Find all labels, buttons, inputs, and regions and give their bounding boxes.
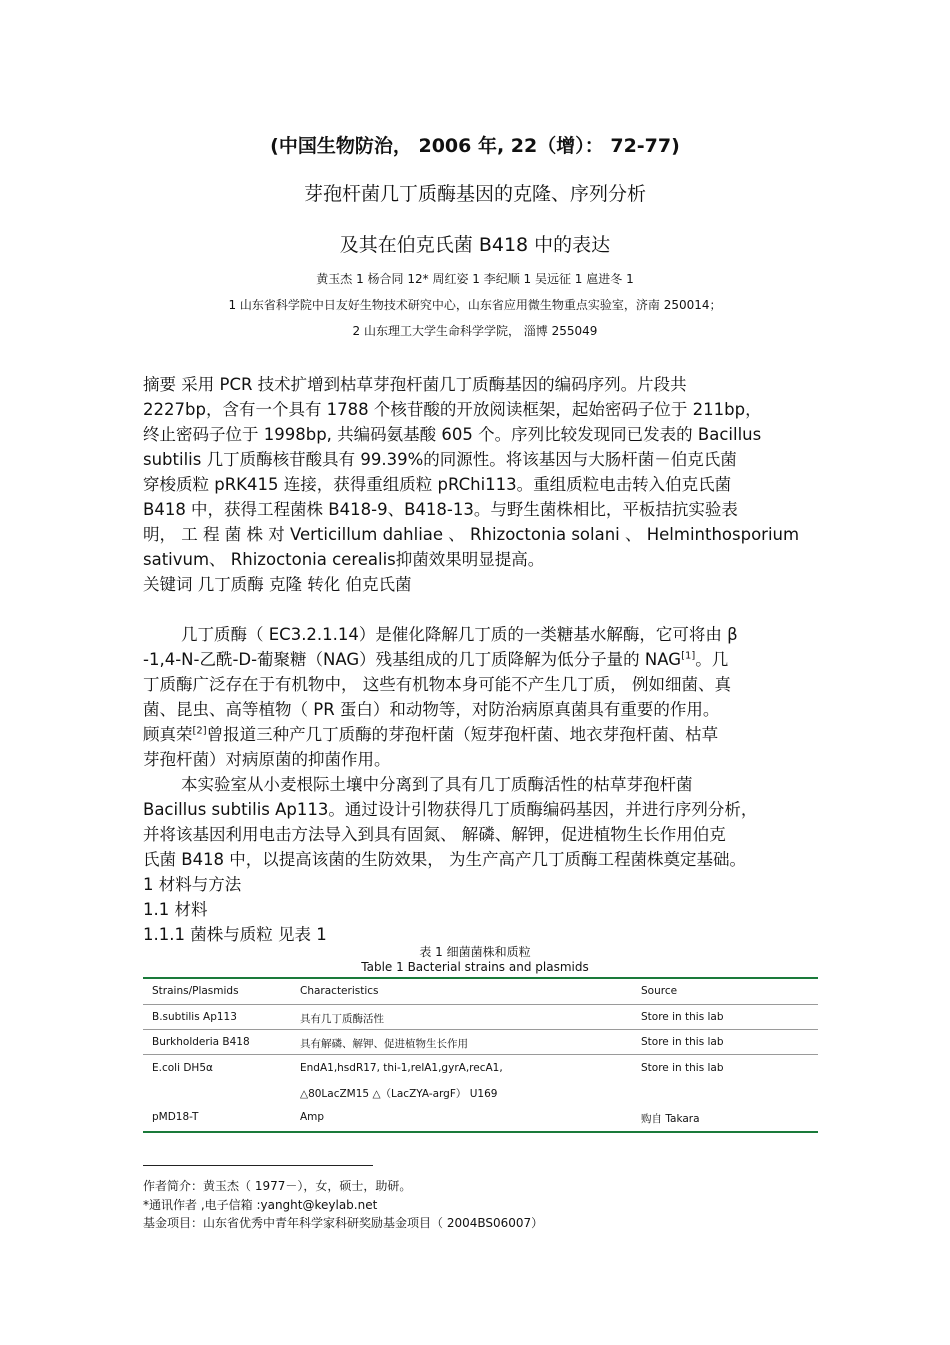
intro-line: [143, 646, 809, 670]
abstract-line: sativum、 Rhizoctonia cerealis抑菌效果明显提高。: [143, 550, 545, 569]
intro-line: 菌、昆虫、高等植物（ PR 蛋白）和动物等，对防治病原真菌具有重要的作用。: [143, 700, 720, 719]
table-row-rule: [143, 1029, 818, 1030]
table-cell-source: 购自 Takara: [641, 1113, 700, 1125]
table-cell-source: Store in this lab: [641, 1062, 724, 1074]
paper-title-line-2: 及其在伯克氏菌 B418 中的表达: [339, 234, 611, 256]
intro-line: [143, 721, 809, 745]
table-row-rule: [143, 1054, 818, 1055]
table-cell-characteristics: △80LacZM15 △（LacZYA-argF） U169: [300, 1088, 498, 1100]
intro-line: 几丁质酶（ EC3.2.1.14）是催化降解几丁质的一类糖基水解酶，它可将由 β: [181, 625, 738, 644]
abstract-line: 明， 工 程 菌 株 对 Verticillum dahliae 、 Rhizoctonia solani 、 Helminthosporium: [143, 525, 800, 544]
section-heading: 1 材料与方法: [143, 875, 242, 894]
intro-text: 。几: [695, 650, 729, 669]
intro-line: 芽孢杆菌）对病原菌的抑菌作用。: [143, 750, 391, 769]
section-heading: 1.1.1 菌株与质粒 见表 1: [143, 925, 327, 944]
intro-line: 氏菌 B418 中，以提高该菌的生防效果， 为生产高产几丁质酶工程菌株奠定基础。: [143, 850, 747, 869]
table-cell-source: Store in this lab: [641, 1036, 724, 1048]
table-caption-cn: 表 1 细菌菌株和质粒: [419, 945, 531, 959]
table-header-rule: [143, 1004, 818, 1005]
abstract-line: 摘要 采用 PCR 技术扩增到枯草芽孢杆菌几丁质酶基因的编码序列。片段共: [143, 375, 687, 394]
intro-text: 曾报道三种产几丁质酶的芽孢杆菌（短芽孢杆菌、地衣芽孢杆菌、枯草: [206, 725, 719, 744]
affiliation-2: 2 山东理工大学生命科学学院， 淄博 255049: [352, 324, 598, 338]
citation-ref: [1]: [681, 650, 696, 662]
intro-line: 并将该基因利用电击方法导入到具有固氮、 解磷、解钾，促进植物生长作用伯克: [143, 825, 726, 844]
table-bottom-rule: [143, 1131, 818, 1133]
author-list: 黄玉杰 1 杨合同 12* 周红姿 1 李纪顺 1 吴远征 1 扈进冬 1: [316, 272, 634, 286]
table-cell-strain: Burkholderia B418: [152, 1036, 250, 1048]
table-top-rule: [143, 977, 818, 979]
table-header-cell: Characteristics: [300, 985, 379, 997]
abstract-line: 终止密码子位于 1998bp, 共编码氨基酸 605 个。序列比较发现同已发表的 Bacillus: [143, 425, 762, 444]
footnote-divider: [143, 1165, 373, 1166]
citation: (中国生物防治， 2006 年, 22（增）： 72-77): [270, 135, 680, 157]
footnote-corresponding-author: *通讯作者 ,电子信箱 :yanght@keylab.net: [143, 1198, 378, 1212]
table-cell-characteristics: Amp: [300, 1111, 325, 1123]
keywords: 关键词 几丁质酶 克隆 转化 伯克氏菌: [143, 575, 412, 594]
table-cell-characteristics: 具有几丁质酶活性: [300, 1013, 384, 1025]
intro-text: 顾真荣: [143, 725, 193, 744]
intro-text: -1,4-N-乙酰-D-葡聚糖（NAG）残基组成的几丁质降解为低分子量的 NAG: [143, 650, 682, 669]
intro-line: 丁质酶广泛存在于有机物中， 这些有机物本身可能不产生几丁质， 例如细菌、真: [143, 675, 731, 694]
affiliation-1: 1 山东省科学院中日友好生物技术研究中心，山东省应用微生物重点实验室，济南 250014；: [228, 298, 722, 312]
table-cell-strain: B.subtilis Ap113: [152, 1011, 237, 1023]
intro-line: 本实验室从小麦根际土壤中分离到了具有几丁质酶活性的枯草芽孢杆菌: [181, 775, 693, 794]
table-cell-source: Store in this lab: [641, 1011, 724, 1023]
intro-line: Bacillus subtilis Ap113。通过设计引物获得几丁质酶编码基因，并进行序列分析，: [143, 800, 758, 819]
paper-title-line-1: 芽孢杆菌几丁质酶基因的克隆、序列分析: [303, 183, 646, 205]
table-cell-strain: pMD18-T: [152, 1111, 199, 1123]
table-cell-characteristics: EndA1,hsdR17, thi-1,relA1,gyrA,recA1,: [300, 1062, 503, 1074]
table-header-cell: Strains/Plasmids: [152, 985, 239, 997]
footnote-funding: 基金项目：山东省优秀中青年科学家科研奖励基金项目（ 2004BS06007）: [143, 1216, 544, 1230]
table-caption-en: Table 1 Bacterial strains and plasmids: [361, 960, 589, 974]
abstract-line: B418 中，获得工程菌株 B418-9、B418-13。与野生菌株相比，平板拮抗实验表: [143, 500, 738, 519]
table-cell-strain: E.coli DH5α: [152, 1062, 213, 1074]
citation-ref: [2]: [192, 725, 207, 737]
section-heading: 1.1 材料: [143, 900, 208, 919]
footnote-author-intro: 作者简介：黄玉杰（ 1977－），女，硕士，助研。: [143, 1179, 412, 1193]
table-header-cell: Source: [641, 985, 678, 997]
abstract-line: 穿梭质粒 pRK415 连接，获得重组质粒 pRChi113。重组质粒电击转入伯克氏菌: [143, 475, 732, 494]
table-cell-characteristics: 具有解磷、解钾、促进植物生长作用: [300, 1038, 468, 1050]
abstract-line: subtilis 几丁质酶核苷酸具有 99.39%的同源性。将该基因与大肠杆菌－伯克氏菌: [143, 450, 737, 469]
abstract-line: 2227bp，含有一个具有 1788 个核苷酸的开放阅读框架，起始密码子位于 211bp，: [143, 400, 762, 419]
